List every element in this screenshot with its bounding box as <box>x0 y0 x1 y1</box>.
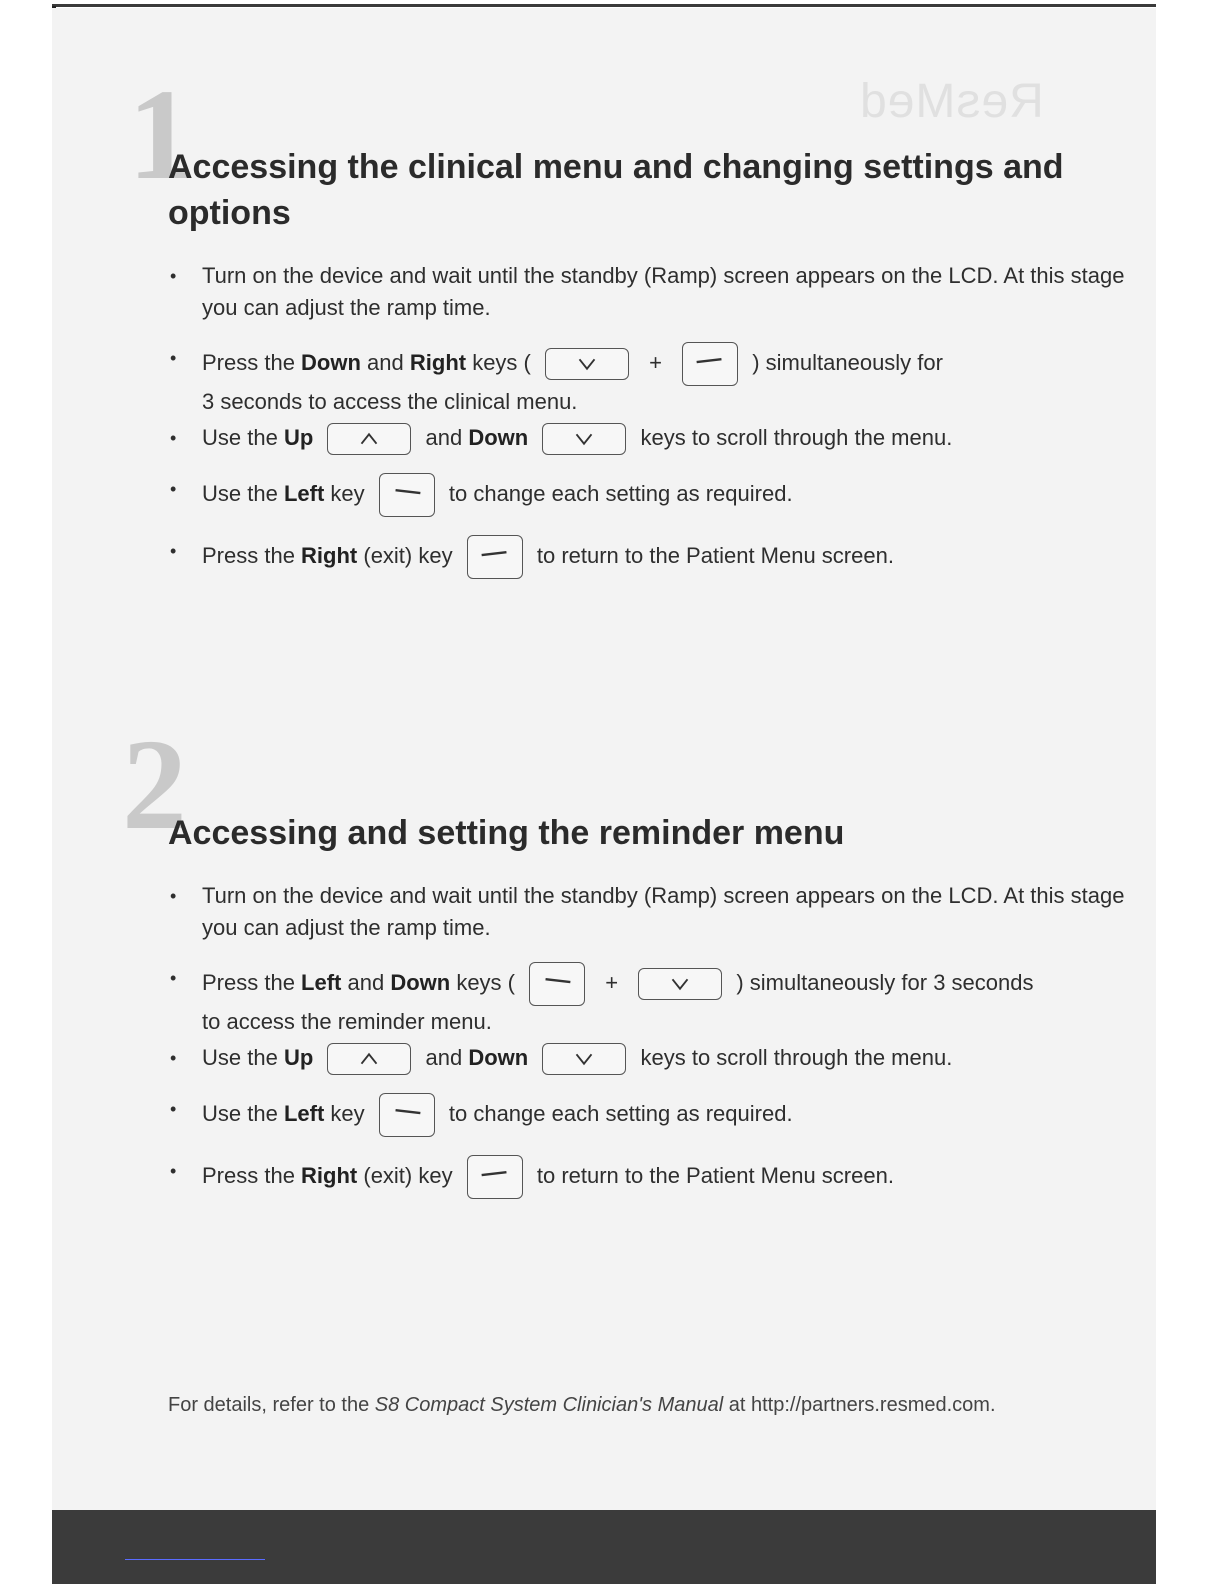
up-arrow-key-icon <box>327 1043 411 1075</box>
item-text: and <box>360 349 410 375</box>
key-name: Left <box>301 969 342 995</box>
key-name: Down <box>468 1045 529 1070</box>
item-text: to return to the Patient Menu screen. <box>536 543 894 568</box>
left-dash-key-icon <box>379 473 435 517</box>
item-text: Use the <box>202 1045 284 1070</box>
plus-sign: + <box>605 969 619 995</box>
section2-list <box>168 880 1128 1199</box>
item-text: 3 seconds to access the clinical menu. <box>202 389 578 414</box>
key-name: Up <box>283 425 314 450</box>
down-arrow-key-icon <box>545 348 629 380</box>
item-text: ) simultaneously for 3 seconds <box>736 969 1034 995</box>
item-text: Press the <box>202 1163 302 1188</box>
footer-text: For details, refer to the <box>168 1394 375 1416</box>
item-text: ) simultaneously for <box>752 349 943 375</box>
section1-list <box>168 260 1128 579</box>
key-name: Down <box>390 969 451 995</box>
bullet: • <box>170 1161 177 1182</box>
item-text: to change each setting as required. <box>448 1101 793 1126</box>
bullet: • <box>170 479 177 500</box>
item-text: and <box>425 1045 469 1070</box>
key-name: Left <box>283 1101 325 1126</box>
key-name: Right <box>409 349 467 375</box>
bullet: • <box>170 541 177 562</box>
list-item <box>168 962 1128 1038</box>
list-item <box>168 535 1128 579</box>
key-name: Right <box>301 1163 358 1188</box>
item-text: key <box>324 1101 365 1126</box>
bullet: • <box>170 266 177 286</box>
item-text: to access the reminder menu. <box>202 1009 492 1034</box>
item-text: (exit) key <box>357 1163 453 1188</box>
bullet: • <box>170 428 177 448</box>
bottom-bar <box>52 1510 1156 1584</box>
item-text: Use the <box>202 425 284 450</box>
left-dash-key-icon <box>529 962 585 1006</box>
list-item <box>168 342 1128 418</box>
list-item <box>168 1093 1128 1137</box>
bullet: • <box>170 1099 177 1120</box>
item-text: Turn on the device and wait until the standby (Ramp) screen appears on the LCD. At this stage you can adjust the ramp time. <box>202 883 1125 940</box>
bullet: • <box>170 968 177 988</box>
list-item <box>168 260 1128 324</box>
footer-link-text[interactable]: at http://partners.resmed.com. <box>723 1394 996 1416</box>
item-text: Use the <box>202 1101 284 1126</box>
item-text: keys ( <box>466 349 531 375</box>
bullet: • <box>170 1048 177 1068</box>
item-text: key <box>324 481 365 506</box>
item-text: Press the <box>202 969 302 995</box>
ghost-logo: ResMed <box>859 75 1044 128</box>
right-dash-key-icon <box>467 1155 523 1199</box>
item-text: to return to the Patient Menu screen. <box>536 1163 894 1188</box>
key-name: Right <box>301 543 358 568</box>
right-dash-key-icon <box>467 535 523 579</box>
plus-sign: + <box>649 349 662 375</box>
key-name: Left <box>283 481 325 506</box>
item-text: Turn on the device and wait until the standby (Ramp) screen appears on the LCD. At this stage you can adjust the ramp time. <box>202 263 1125 320</box>
down-arrow-key-icon <box>638 968 722 1000</box>
item-text: Use the <box>202 481 284 506</box>
item-text: and <box>425 425 469 450</box>
item-text: keys ( <box>450 969 515 995</box>
item-text: Press the <box>202 543 302 568</box>
left-dash-key-icon <box>379 1093 435 1137</box>
item-text: keys to scroll through the menu. <box>640 1045 953 1070</box>
bottom-link-underline <box>125 1559 265 1560</box>
list-item <box>168 473 1128 517</box>
list-item <box>168 1155 1128 1199</box>
list-item <box>168 880 1128 944</box>
right-dash-key-icon <box>682 342 738 386</box>
list-item <box>168 422 1128 455</box>
up-arrow-key-icon <box>327 423 411 455</box>
section2-heading: Accessing and setting the reminder menu <box>168 814 845 852</box>
top-rule <box>52 4 1156 7</box>
item-text: to change each setting as required. <box>448 481 793 506</box>
section2-number: 2 <box>122 713 187 857</box>
item-text: keys to scroll through the menu. <box>640 425 953 450</box>
section1-number: 1 <box>128 63 193 207</box>
bullet: • <box>170 886 177 906</box>
manual-title: S8 Compact System Clinician's Manual <box>374 1394 724 1416</box>
section1-heading: Accessing the clinical menu and changing settings and options <box>168 148 1064 232</box>
item-text: and <box>341 969 391 995</box>
footer-note <box>168 1394 996 1417</box>
key-name: Down <box>301 349 361 375</box>
item-text: (exit) key <box>357 543 453 568</box>
down-arrow-key-icon <box>542 423 626 455</box>
key-name: Down <box>468 425 529 450</box>
list-item <box>168 1042 1128 1075</box>
item-text: Press the <box>202 349 302 375</box>
key-name: Up <box>283 1045 314 1070</box>
bullet: • <box>170 348 177 368</box>
down-arrow-key-icon <box>542 1043 626 1075</box>
page <box>52 8 1156 1584</box>
